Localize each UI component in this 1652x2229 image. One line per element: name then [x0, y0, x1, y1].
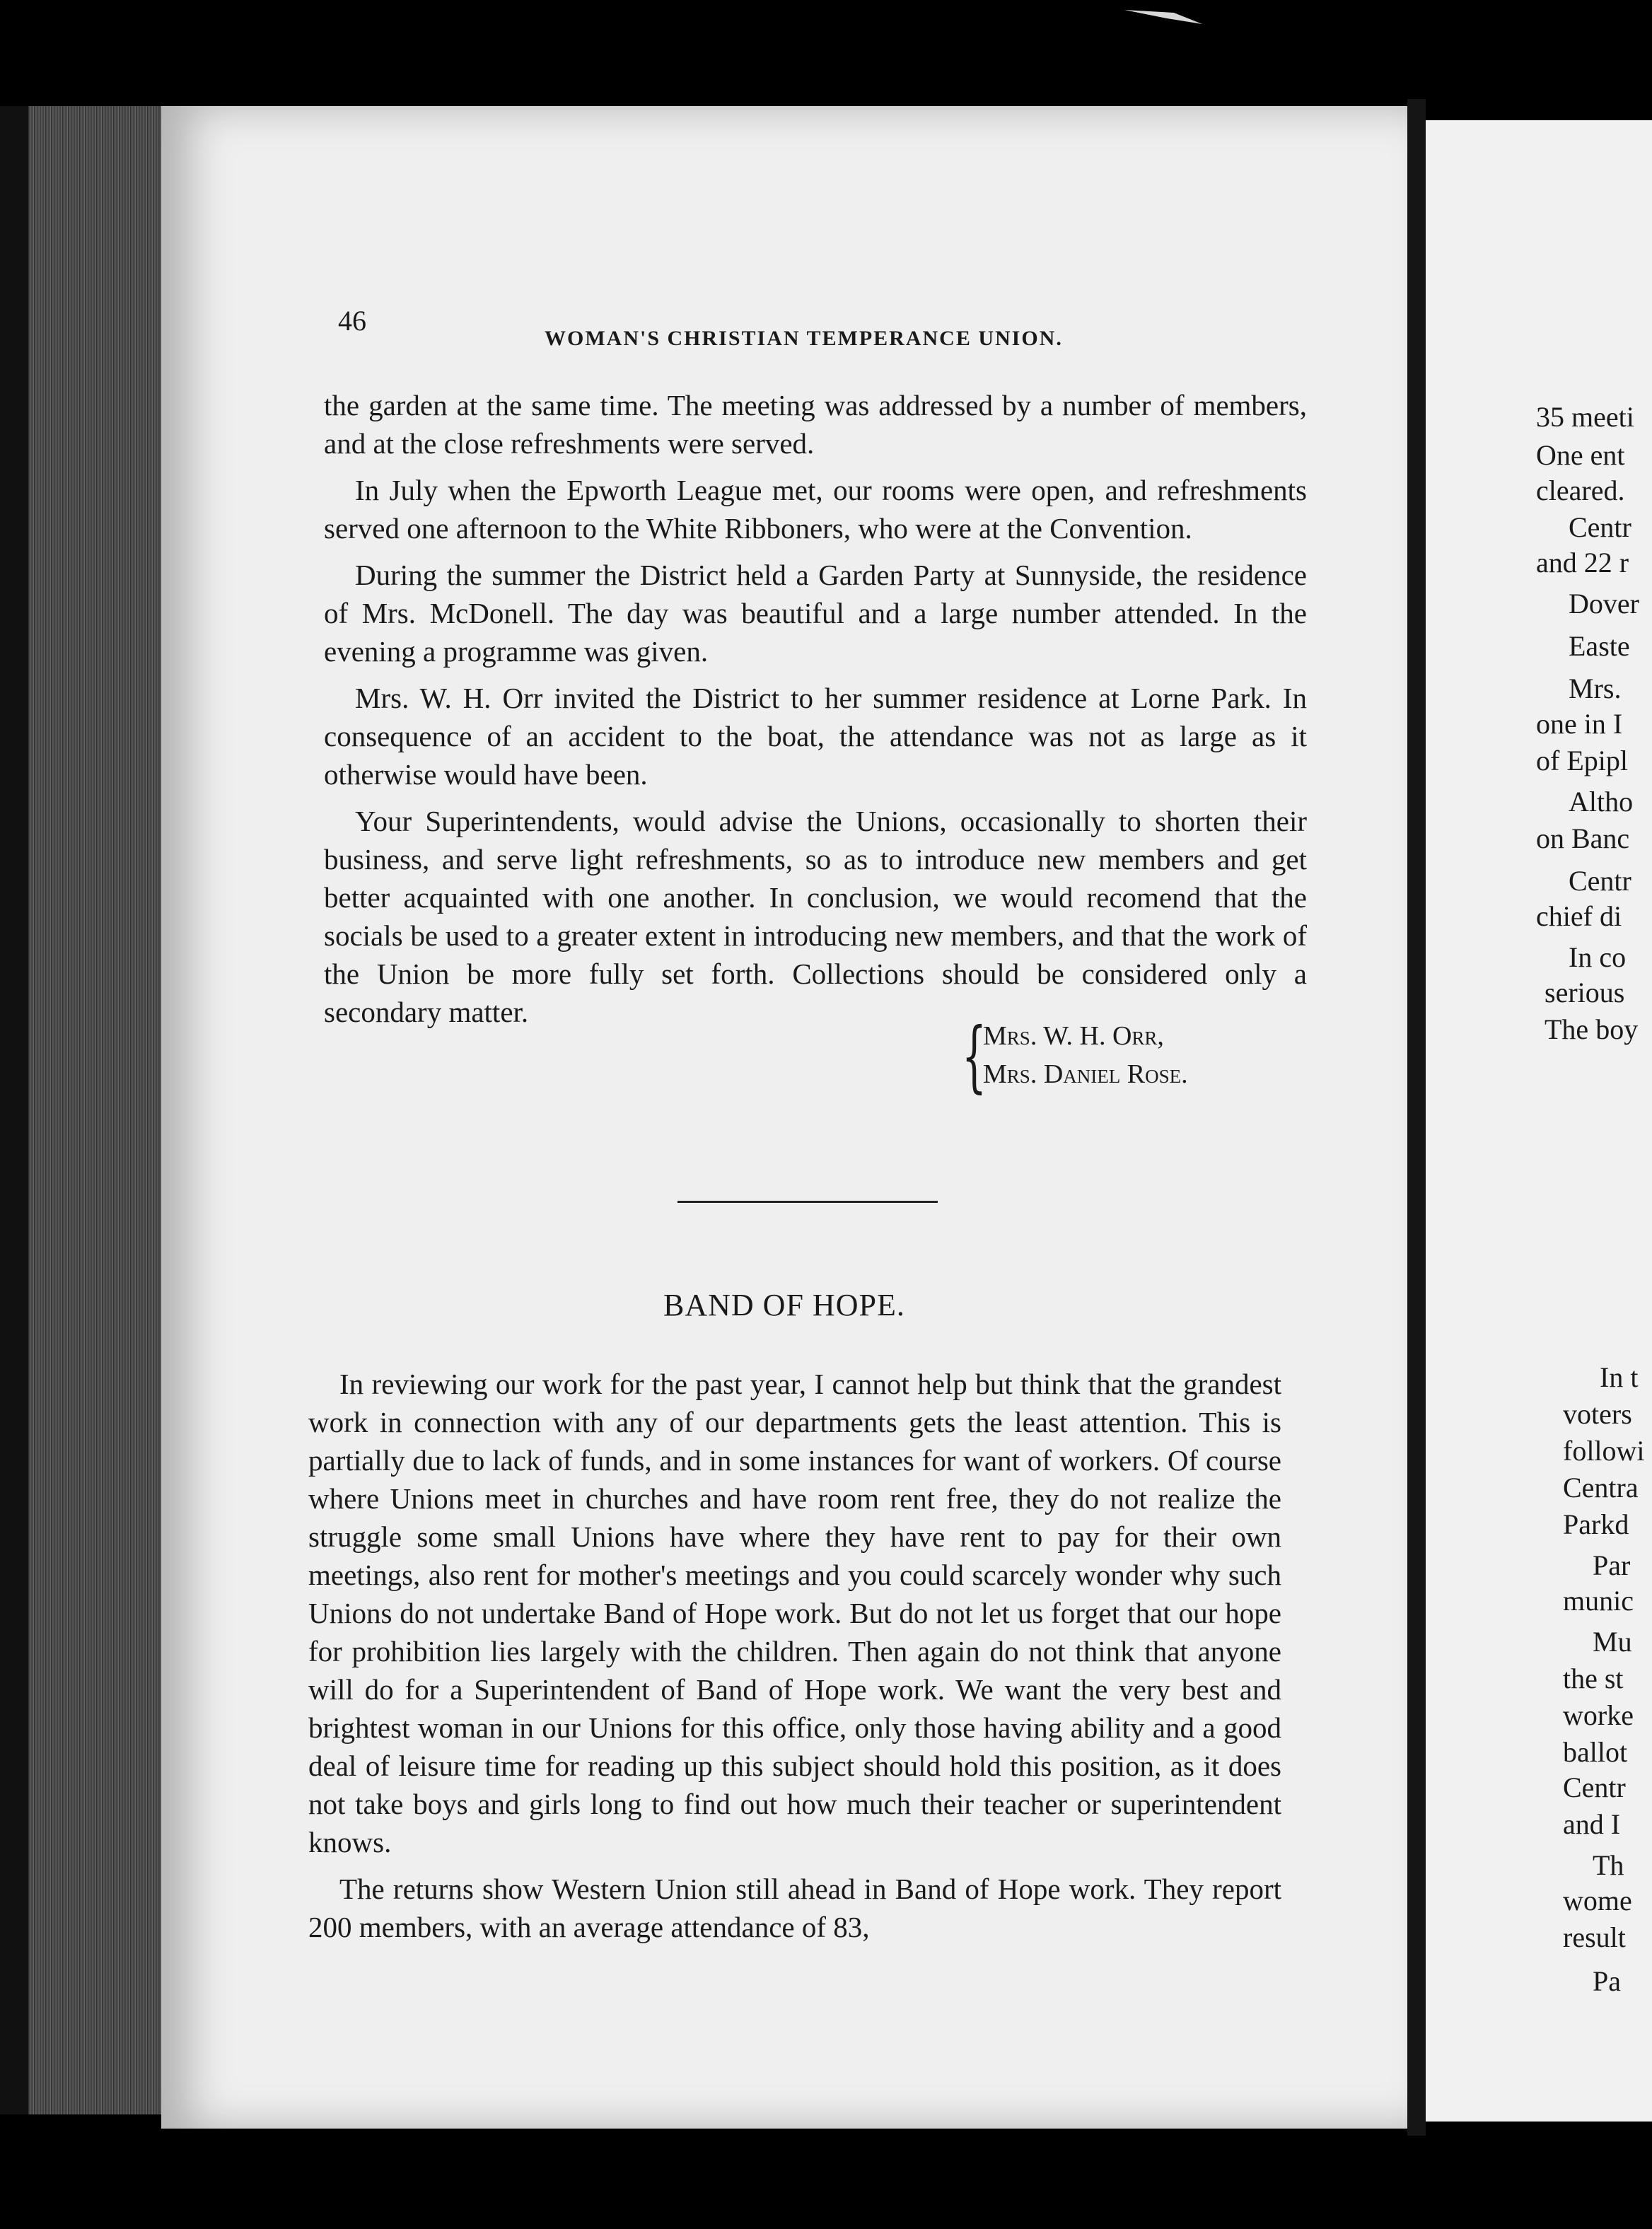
fragment: result	[1563, 1921, 1626, 1953]
fragment: The boy	[1545, 1013, 1639, 1045]
fragment: chief di	[1536, 900, 1622, 932]
fragment: Pa	[1593, 1965, 1621, 1997]
paragraph: In reviewing our work for the past year, I cannot help but think that the grandest work in connection with any of our departments gets the least attention. This is partially due to lack of funds, and in some instances for want of workers. Of course where Unions meet in churches and have room rent free, they do not realize the struggle some small Unions have where they have rent to pay for their own meetings, also rent for mother's meetings and you could scarcely wonder why such Unions do not undertake Band of Hope work. But do not let us forget that our hope for prohibition lies largely with the children. Then again do not think that anyone will do for a Superintendent of Band of Hope work. We want the very best and brightest woman in our Unions for this office, only those having ability and a good deal of leisure time for reading up this subject should hold this position, as it does not take boys and girls long to find out how much their teacher or superintendent knows.	[308, 1368, 1281, 1858]
fragment: Centr	[1569, 511, 1631, 543]
fragment: Par	[1593, 1549, 1631, 1581]
fragment: munic	[1563, 1585, 1634, 1617]
fragment: Th	[1593, 1849, 1624, 1881]
fragment: In t	[1600, 1361, 1639, 1393]
fragment: ballot	[1563, 1736, 1628, 1768]
fragment: worke	[1563, 1699, 1634, 1731]
band-of-hope-text	[308, 1365, 1281, 1955]
paragraph: Your Superintendents, would advise the Unions, occasionally to shorten their business, and serve light refreshments, so as to introduce new members and get better acquainted with one another. In conclusion, we would recomend that the socials be used to a greater extent in introducing new members, and that the work of the Union be more fully set forth. Collections should be considered only a secondary matter.	[324, 805, 1307, 1028]
fragment: on Banc	[1536, 822, 1630, 854]
section-title: BAND OF HOPE.	[663, 1288, 905, 1322]
fragment: and I	[1563, 1808, 1621, 1840]
signature-line: Mrs. W. H. Orr,	[983, 1021, 1164, 1051]
fragment: One ent	[1536, 439, 1625, 471]
fragment: of Epipl	[1536, 745, 1628, 776]
fragment: voters	[1563, 1398, 1632, 1430]
page-number: 46	[338, 305, 366, 337]
fragment: one in I	[1536, 708, 1623, 740]
fragment: Centr	[1569, 865, 1631, 897]
fragment: followi	[1563, 1435, 1645, 1467]
fragment: Dover	[1569, 588, 1639, 619]
section-divider	[677, 1201, 938, 1203]
report-text-top	[324, 386, 1307, 1040]
fragment: serious	[1545, 977, 1625, 1008]
fragment: cleared.	[1536, 475, 1625, 506]
paragraph: Mrs. W. H. Orr invited the District to her summer residence at Lorne Park. In consequence of an accident to the boat, the attendance was not as large as it otherwise would have been.	[324, 682, 1307, 791]
fragment: 35 meeti	[1536, 401, 1634, 433]
fragment: Centr	[1563, 1771, 1626, 1803]
paragraph: During the summer the District held a Garden Party at Sunnyside, the residence of Mrs. McDonell. The day was beautiful and a large number attended. In the evening a programme was given.	[324, 559, 1307, 668]
fragment: and 22 r	[1536, 547, 1629, 578]
fragment: Parkd	[1563, 1508, 1629, 1540]
paragraph: the garden at the same time. The meeting was addressed by a number of members, and at the close refreshments were served.	[324, 389, 1307, 460]
book-spine-shadow	[0, 106, 28, 2114]
running-head: WOMAN'S CHRISTIAN TEMPERANCE UNION.	[545, 327, 1063, 350]
paragraph: The returns show Western Union still ahead in Band of Hope work. They report 200 members, with an average attendance of 83,	[308, 1873, 1281, 1943]
signature-block	[962, 1011, 1188, 1101]
paragraph: In July when the Epworth League met, our rooms were open, and refreshments served one afternoon to the White Ribboners, who were at the Convention.	[324, 474, 1307, 545]
fold-mark-icon	[1124, 6, 1202, 27]
fragment: In co	[1569, 941, 1627, 973]
fragment: Mrs.	[1569, 673, 1622, 704]
gutter	[1407, 99, 1426, 2136]
fragment: Mu	[1593, 1626, 1632, 1658]
fragment: the st	[1563, 1663, 1624, 1694]
fragment: Centra	[1563, 1472, 1639, 1503]
brace-icon: {	[962, 1011, 987, 1101]
fragment: Altho	[1569, 786, 1634, 817]
signature-line: Mrs. Daniel Rose.	[983, 1059, 1188, 1089]
fragment: Easte	[1569, 630, 1630, 662]
fragment: wome	[1563, 1885, 1632, 1916]
